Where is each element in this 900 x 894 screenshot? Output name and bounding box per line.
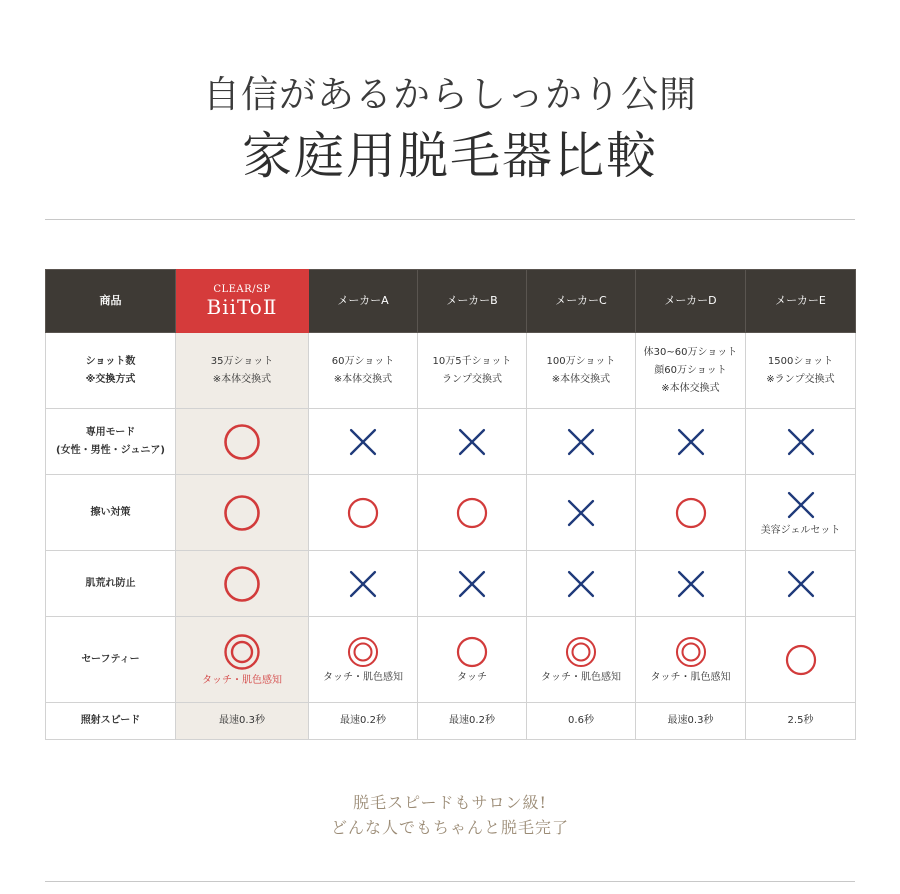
cell-safety-maker-a (309, 617, 418, 703)
header-maker-d: メーカーD (636, 270, 746, 333)
circle-mark-icon (222, 564, 262, 604)
cell-text: 60万ショット (331, 355, 395, 367)
divider-top (45, 219, 855, 220)
header-maker-c: メーカーC (527, 270, 636, 333)
cell-speed-maker-a: 最速0.2秒 (309, 703, 418, 740)
row-label-shots-line2: ※交換方式 (85, 373, 136, 385)
cell-note: タッチ・肌色感知 (650, 671, 731, 683)
cell-text: ※本体交換式 (661, 382, 720, 394)
cell-chafe-maker-a (309, 475, 418, 551)
tagline-line1: 脱毛スピードもサロン級! (353, 793, 547, 812)
cell-text: 体30~60万ショット (643, 346, 738, 358)
cell-shots-brand (176, 333, 309, 409)
header-maker-e: メーカーE (746, 270, 856, 333)
cell-mode-brand (176, 409, 309, 475)
cell-note: タッチ・肌色感知 (323, 671, 403, 683)
cross-mark-icon (455, 425, 489, 459)
cell-chafe-maker-d (636, 475, 746, 551)
cell-safety-maker-e (746, 617, 856, 703)
row-label-mode-line2: (女性・男性・ジュニア) (56, 444, 165, 456)
double-circle-mark-icon (222, 632, 262, 672)
cell-text: ランプ交換式 (442, 373, 502, 385)
cell-note: 美容ジェルセット (760, 524, 841, 536)
cell-skin-brand (176, 551, 309, 617)
circle-mark-icon (455, 635, 489, 669)
circle-mark-icon (222, 493, 262, 533)
cross-mark-icon (784, 488, 818, 522)
cell-skin-maker-e (746, 551, 856, 617)
circle-mark-icon (346, 496, 380, 530)
header-brand-logo (176, 270, 309, 333)
row-label-shots (46, 333, 176, 409)
cell-mode-maker-d (636, 409, 746, 475)
cell-skin-maker-b (418, 551, 527, 617)
cross-mark-icon (346, 425, 380, 459)
row-label-mode (46, 409, 176, 475)
page-title: 家庭用脱毛器比較 (242, 127, 658, 185)
cell-speed-brand: 最速0.3秒 (176, 703, 309, 740)
cell-text: 1500ショット (767, 355, 834, 367)
cross-mark-icon (564, 496, 598, 530)
double-circle-mark-icon (564, 635, 598, 669)
cross-mark-icon (455, 567, 489, 601)
row-label-safety: セーフティー (46, 617, 176, 703)
cell-speed-maker-e: 2.5秒 (746, 703, 856, 740)
cell-chafe-maker-e (746, 475, 856, 551)
row-label-shots-line1: ショット数 (85, 355, 136, 367)
cell-note: タッチ・肌色感知 (541, 671, 621, 683)
cell-safety-maker-d (636, 617, 746, 703)
row-label-skin: 肌荒れ防止 (46, 551, 176, 617)
row-speed (46, 703, 856, 740)
comparison-table (45, 269, 856, 740)
cell-safety-brand (176, 617, 309, 703)
double-circle-mark-icon (674, 635, 708, 669)
cell-text: ※ランプ交換式 (766, 373, 835, 385)
cell-chafe-maker-b (418, 475, 527, 551)
cell-shots-maker-b (418, 333, 527, 409)
cell-skin-maker-c (527, 551, 636, 617)
cell-note: タッチ・肌色感知 (202, 674, 282, 686)
header-maker-b: メーカーB (418, 270, 527, 333)
circle-mark-icon (784, 643, 818, 677)
header-maker-a: メーカーA (309, 270, 418, 333)
brand-logo-top: CLEAR/SP (213, 284, 271, 295)
cell-chafe-maker-c (527, 475, 636, 551)
cell-text: 35万ショット (210, 355, 274, 367)
heading-line1: 自信があるからしっかり公開 (203, 73, 697, 116)
cell-mode-maker-a (309, 409, 418, 475)
header-row (46, 270, 856, 333)
row-label-chafe: 擦い対策 (46, 475, 176, 551)
cell-text: 顔60万ショット (654, 364, 727, 376)
circle-mark-icon (674, 496, 708, 530)
row-label-speed: 照射スピード (46, 703, 176, 740)
double-circle-mark-icon (346, 635, 380, 669)
cell-shots-maker-e (746, 333, 856, 409)
cell-safety-maker-b (418, 617, 527, 703)
cell-skin-maker-d (636, 551, 746, 617)
divider-bottom (45, 881, 855, 882)
cell-speed-maker-c: 0.6秒 (527, 703, 636, 740)
cross-mark-icon (784, 567, 818, 601)
cell-text: 100万ショット (546, 355, 616, 367)
circle-mark-icon (222, 422, 262, 462)
cell-text: ※本体交換式 (551, 373, 611, 385)
cell-chafe-brand (176, 475, 309, 551)
brand-logo-name: BiiToⅡ (206, 295, 278, 319)
tagline-line2: どんな人でもちゃんと脱毛完了 (330, 818, 569, 837)
row-mode (46, 409, 856, 475)
row-chafe (46, 475, 856, 551)
cell-mode-maker-e (746, 409, 856, 475)
row-shots (46, 333, 856, 409)
cell-mode-maker-c (527, 409, 636, 475)
circle-mark-icon (455, 496, 489, 530)
cell-skin-maker-a (309, 551, 418, 617)
cell-mode-maker-b (418, 409, 527, 475)
cell-text: ※本体交換式 (212, 373, 272, 385)
cell-safety-maker-c (527, 617, 636, 703)
cell-note: タッチ (457, 671, 487, 683)
cross-mark-icon (674, 425, 708, 459)
cell-text: ※本体交換式 (333, 373, 393, 385)
cross-mark-icon (564, 567, 598, 601)
cell-shots-maker-d (636, 333, 746, 409)
cell-shots-maker-c (527, 333, 636, 409)
cross-mark-icon (674, 567, 708, 601)
cell-speed-maker-b: 最速0.2秒 (418, 703, 527, 740)
header-product-label: 商品 (46, 270, 176, 333)
cell-text: 10万5千ショット (432, 355, 512, 367)
cross-mark-icon (346, 567, 380, 601)
cell-speed-maker-d: 最速0.3秒 (636, 703, 746, 740)
row-safety (46, 617, 856, 703)
cross-mark-icon (784, 425, 818, 459)
row-skin (46, 551, 856, 617)
cross-mark-icon (564, 425, 598, 459)
cell-shots-maker-a (309, 333, 418, 409)
row-label-mode-line1: 専用モード (85, 426, 136, 438)
